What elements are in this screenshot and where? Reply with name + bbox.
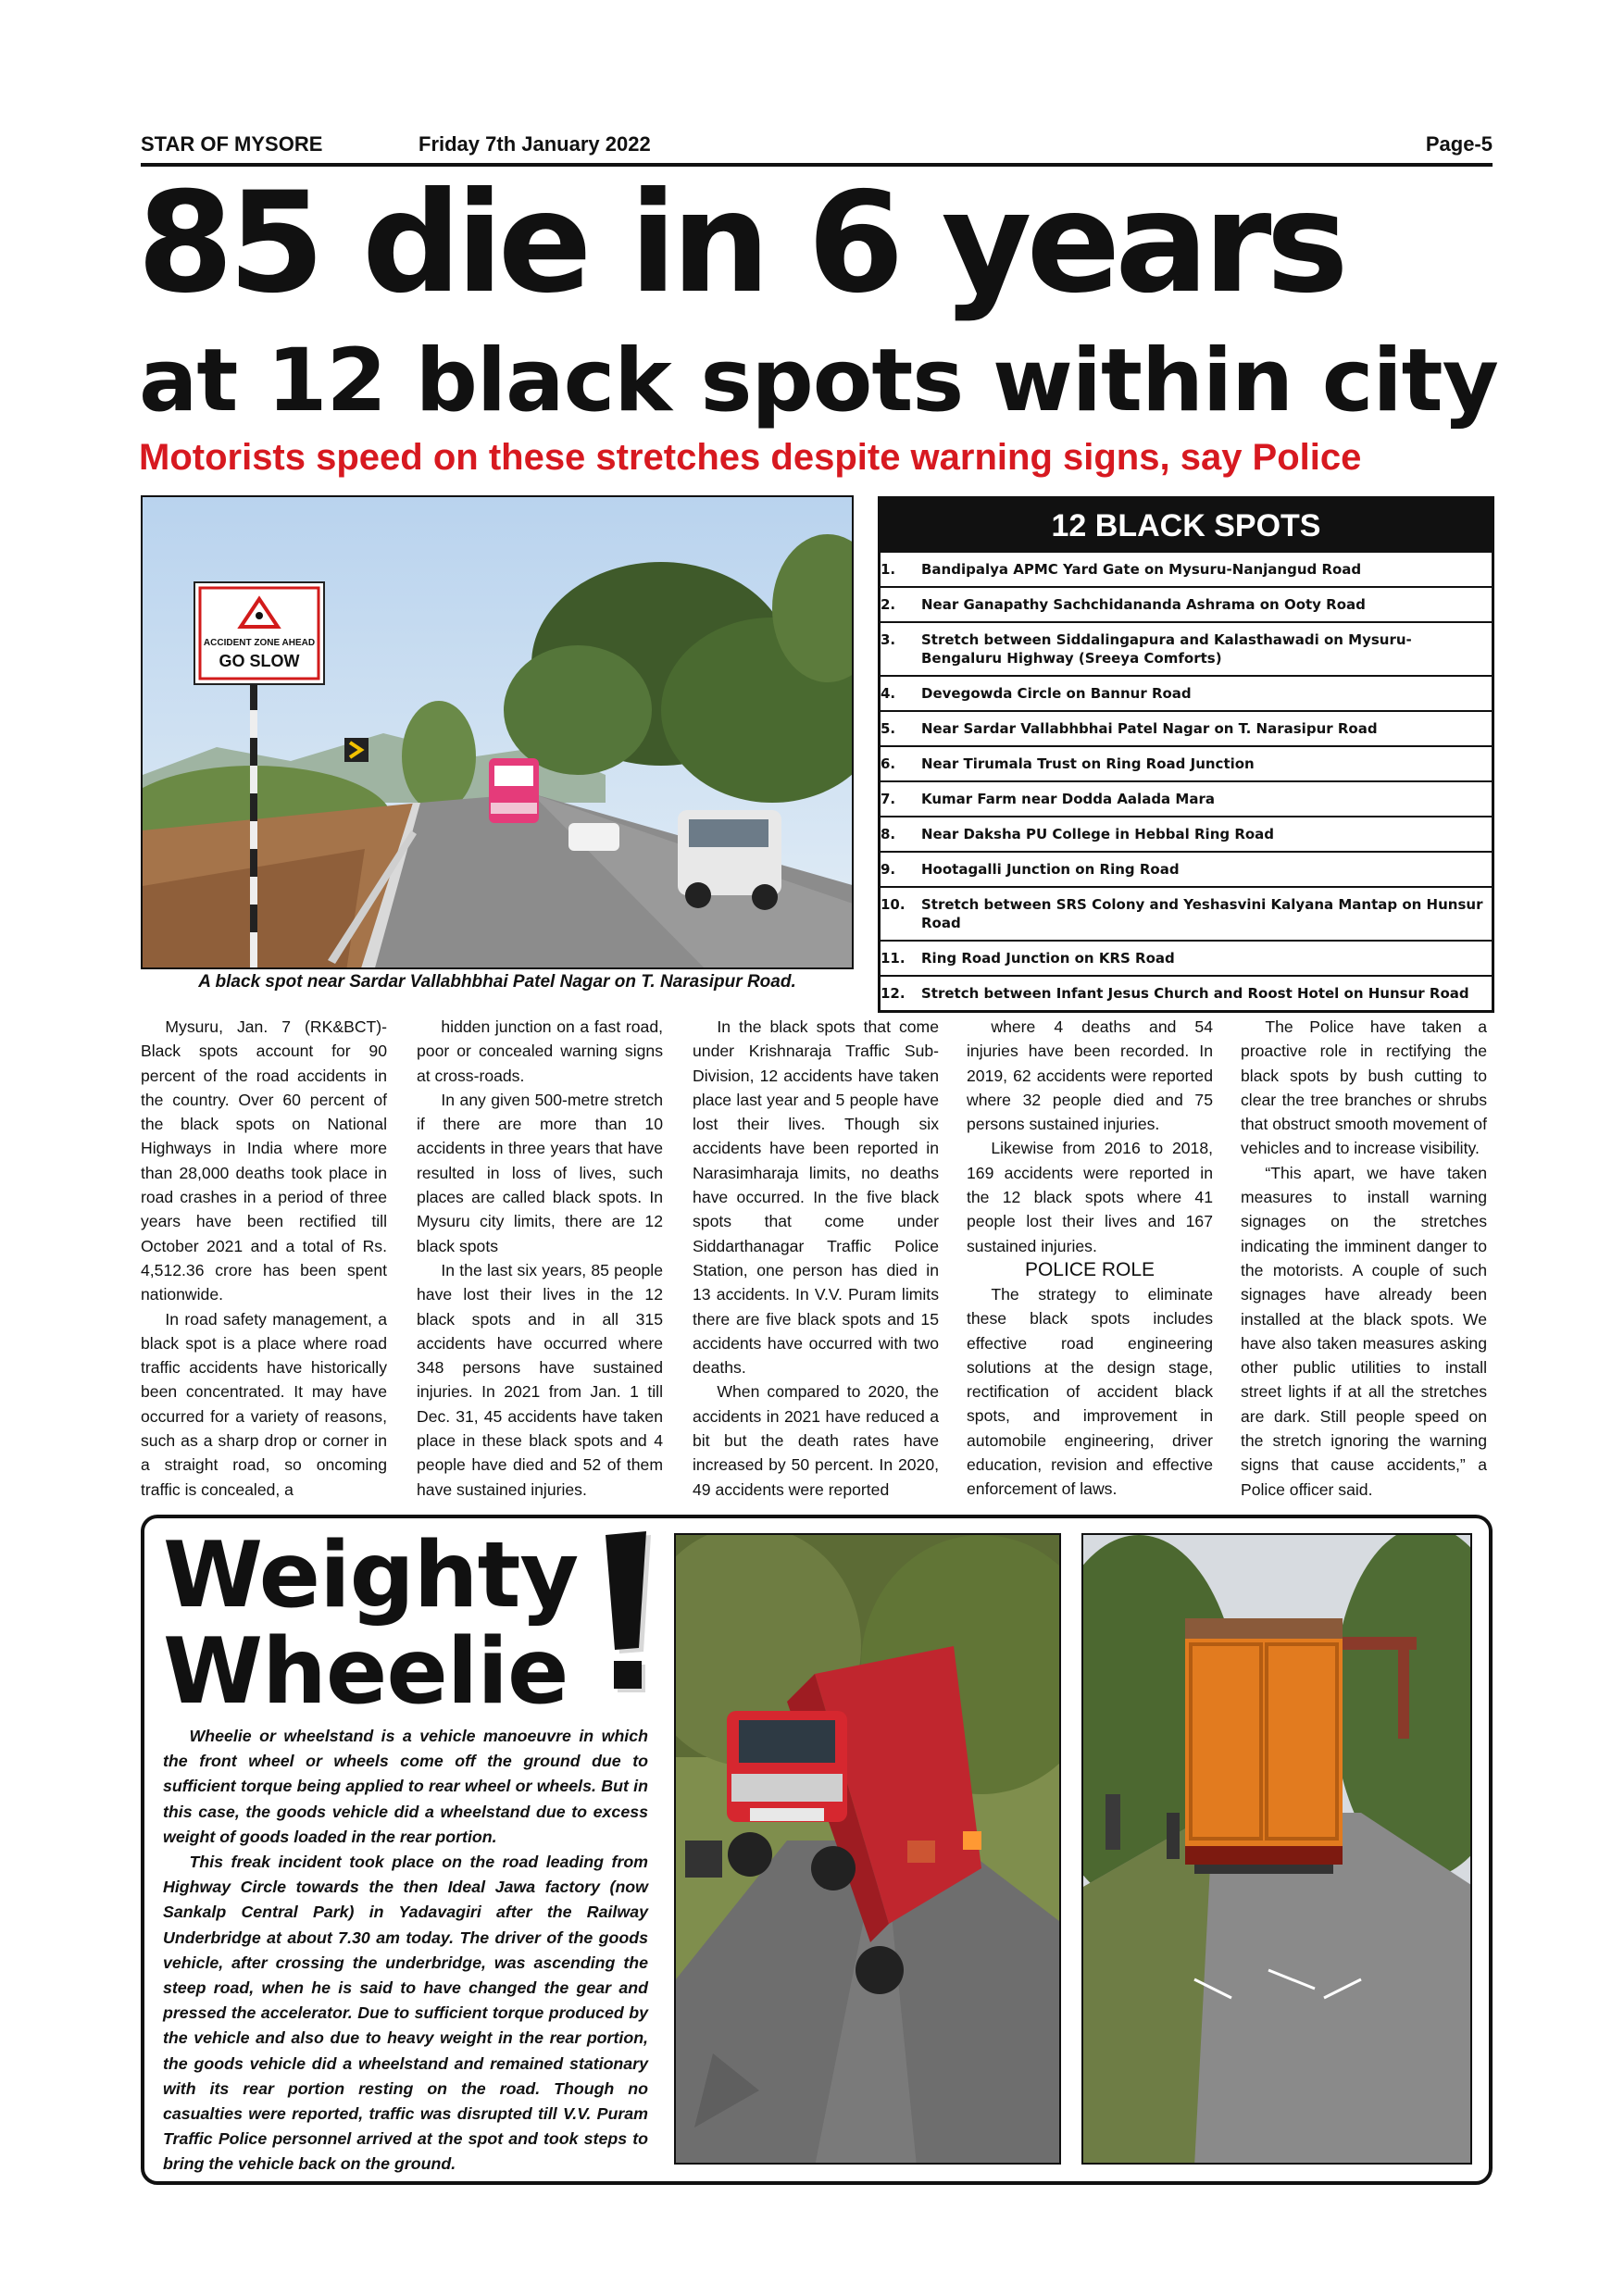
- black-spot-number: 1.: [881, 561, 896, 578]
- black-spot-number: 10.: [881, 896, 906, 913]
- wheelie-title-line-2: Wheelie: [163, 1619, 568, 1725]
- paragraph: The strategy to eliminate these black spots includes effective road engineering solutions at the design stage, rectification of accident black spots, and improvement in automobile engineering, driver education, revision and effective enforcement of laws.: [967, 1284, 1213, 1499]
- black-spot-row: [881, 621, 1492, 675]
- headline-main: 85 die in 6 years: [137, 163, 1343, 324]
- paper-name: STAR OF MYSORE: [141, 132, 323, 156]
- black-spots-title: 12 BLACK SPOTS: [881, 499, 1492, 551]
- black-spot-location: Kumar Farm near Dodda Aalada Mara: [921, 791, 1215, 807]
- page-number: Page-5: [1425, 132, 1493, 156]
- black-spot-row: [881, 745, 1492, 780]
- sign-line-2: GO SLOW: [219, 652, 300, 670]
- black-spot-location: Stretch between Infant Jesus Church and Roost Hotel on Hunsur Road: [921, 985, 1469, 1002]
- paragraph: where 4 deaths and 54 injuries have been recorded. In 2019, 62 accidents were reported where 32 people died and 75 persons sustained injuries.: [967, 1017, 1213, 1134]
- wheelie-truck-rear-photo: [1081, 1533, 1472, 2165]
- black-spot-row: [881, 551, 1492, 586]
- paragraph: In any given 500-metre stretch if there are more than 10 accidents in three years that have resulted in loss of lives, such places are called black spots. In Mysuru city limits, there are 12 black spots: [417, 1090, 663, 1255]
- black-spot-number: 7.: [881, 791, 896, 807]
- paragraph: In the last six years, 85 people have lost their lives in the 12 black spots and in all 315 accidents have occurred where 348 persons have sustained injuries. In 2021 from Jan. 1 till Dec. 31, 45 accidents have taken place in these black spots and 4 people have died and 52 of them have sustained injuries.: [417, 1260, 663, 1499]
- black-spot-location: Ring Road Junction on KRS Road: [921, 950, 1175, 967]
- paragraph: In road safety management, a black spot is a place where road traffic accidents have historically been concentrated. It may have occurred for a variety of reasons, such as a sharp drop or corner in a straight road, so oncoming traffic is concealed, a: [141, 1309, 387, 1499]
- article-column-3: [693, 1015, 939, 1502]
- black-spot-location: Bandipalya APMC Yard Gate on Mysuru-Nanjangud Road: [921, 561, 1362, 578]
- black-spot-number: 12.: [881, 985, 906, 1002]
- black-spot-number: 6.: [881, 755, 896, 772]
- paragraph: Wheelie or wheelstand is a vehicle manoeuvre in which the front wheel or wheels come off the ground due to sufficient torque being applied to rear wheel or wheels. But in this case, the goods vehicle did a wheelstand due to excess weight of goods loaded in the rear portion.: [163, 1727, 648, 1846]
- black-spot-number: 3.: [881, 631, 896, 648]
- paragraph: This freak incident took place on the road leading from Highway Circle towards the then Ideal Jawa factory (now Sankalp Central Park) in Yadavagiri after the Railway Underbridge at about 7.30 am today. The driver of the goods vehicle, after crossing the underbridge, was ascending the steep road, when he is said to have changed the gear and pressed the accelerator. Due to sufficient torque produced by the vehicle and also due to heavy weight in the rear portion, the goods vehicle did a wheelstand and remained stationary with its rear portion resting on the road. Though no casualties were reported, traffic was disrupted till V.V. Puram Traffic Police personnel arrived at the spot and took steps to bring the vehicle back on the ground.: [163, 1853, 648, 2174]
- photo-caption: A black spot near Sardar Vallabhbhai Patel Nagar on T. Narasipur Road.: [198, 972, 796, 992]
- black-spot-number: 2.: [881, 596, 896, 613]
- headline-secondary: at 12 black spots within city: [139, 331, 1498, 431]
- wheelie-truck-front-photo: [674, 1533, 1061, 2165]
- subheadline: Motorists speed on these stretches despite warning signs, say Police: [139, 437, 1362, 478]
- black-spot-location: Stretch between Siddalingapura and Kalasthawadi on Mysuru-Bengaluru Highway (Sreeya Comforts): [921, 631, 1412, 667]
- black-spot-row: [881, 675, 1492, 710]
- black-spot-row: [881, 586, 1492, 621]
- wheelie-text: [163, 1724, 648, 2177]
- black-spot-number: 8.: [881, 826, 896, 842]
- exclamation-mark: [598, 1526, 654, 1702]
- black-spot-row: [881, 975, 1492, 1010]
- masthead: [141, 132, 1493, 160]
- paragraph: Mysuru, Jan. 7 (RK&BCT)- Black spots account for 90 percent of the road accidents in the country. Over 60 percent of the black spots on National Highways in India where more than 28,000 deaths took place in road crashes in a period of three years have been rectified till October 2021 and a total of Rs. 4,512.36 crore has been spent nationwide.: [141, 1017, 387, 1304]
- black-spot-row: [881, 886, 1492, 940]
- black-spot-row: [881, 851, 1492, 886]
- black-spot-location: Near Tirumala Trust on Ring Road Junction: [921, 755, 1255, 772]
- paragraph: Likewise from 2016 to 2018, 169 accidents were reported in the 12 black spots where 41 people lost their lives and 167 sustained injuries.: [967, 1139, 1213, 1255]
- black-spot-row: [881, 780, 1492, 816]
- sign-line-1: ACCIDENT ZONE AHEAD: [203, 638, 316, 648]
- paragraph: hidden junction on a fast road, poor or concealed warning signs at cross-roads.: [417, 1017, 663, 1085]
- black-spot-number: 9.: [881, 861, 896, 878]
- wheelie-title: [163, 1523, 589, 1725]
- black-spot-location: Devegowda Circle on Bannur Road: [921, 685, 1192, 702]
- article-column-4: [967, 1015, 1213, 1502]
- black-spot-location: Stretch between SRS Colony and Yeshasvini Kalyana Mantap on Hunsur Road: [921, 896, 1483, 931]
- bang-text: !: [598, 1526, 599, 1527]
- black-spot-location: Near Daksha PU College in Hebbal Ring Road: [921, 826, 1275, 842]
- black-spot-location: Near Ganapathy Sachchidananda Ashrama on Ooty Road: [921, 596, 1366, 613]
- black-spot-row: [881, 940, 1492, 975]
- black-spot-number: 5.: [881, 720, 896, 737]
- black-spot-row: [881, 710, 1492, 745]
- article-column-1: [141, 1015, 387, 1502]
- black-spot-number: 11.: [881, 950, 906, 967]
- black-spot-location: Hootagalli Junction on Ring Road: [921, 861, 1180, 878]
- paragraph: The Police have taken a proactive role in rectifying the black spots by bush cutting to clear the tree branches or shrubs that obstruct smooth movement of vehicles and to increase visibility.: [1241, 1017, 1487, 1158]
- black-spot-location: Near Sardar Vallabhbhai Patel Nagar on T. Narasipur Road: [921, 720, 1378, 737]
- wheelie-title-line-1: Weighty: [163, 1523, 579, 1628]
- paragraph: When compared to 2020, the accidents in 2021 have reduced a bit but the death rates have increased by 50 percent. In 2020, 49 accidents were reported: [693, 1382, 939, 1499]
- black-spot-number: 4.: [881, 685, 896, 702]
- section-heading-police-role: POLICE ROLE: [1024, 1258, 1156, 1280]
- paragraph: “This apart, we have taken measures to install warning signages on the stretches indicating the imminent danger to the motorists. A couple of such signages have already been installed at the black spots. We have also taken measures asking other public utilities to install street lights if at all the stretches are dark. Still people speed on the stretch ignoring the warning signs that cause accidents,” a Police officer said.: [1241, 1163, 1487, 1499]
- black-spots-table: [878, 496, 1494, 1013]
- article-column-2: [417, 1015, 663, 1502]
- black-spot-row: [881, 816, 1492, 851]
- article-column-5: [1241, 1015, 1487, 1502]
- issue-date: Friday 7th January 2022: [418, 132, 651, 156]
- paragraph: In the black spots that come under Krishnaraja Traffic Sub-Division, 12 accidents have taken place last year and 5 people have lost their lives. Though six accidents have been reported in Narasimharaja limits, no deaths have occurred. In the five black spots that come under Siddarthanagar Traffic Police Station, one person has died in 13 accidents. In V.V. Puram limits there are five black spots and 15 accidents have occurred with two deaths.: [693, 1017, 939, 1378]
- black-spot-photo: [141, 495, 854, 969]
